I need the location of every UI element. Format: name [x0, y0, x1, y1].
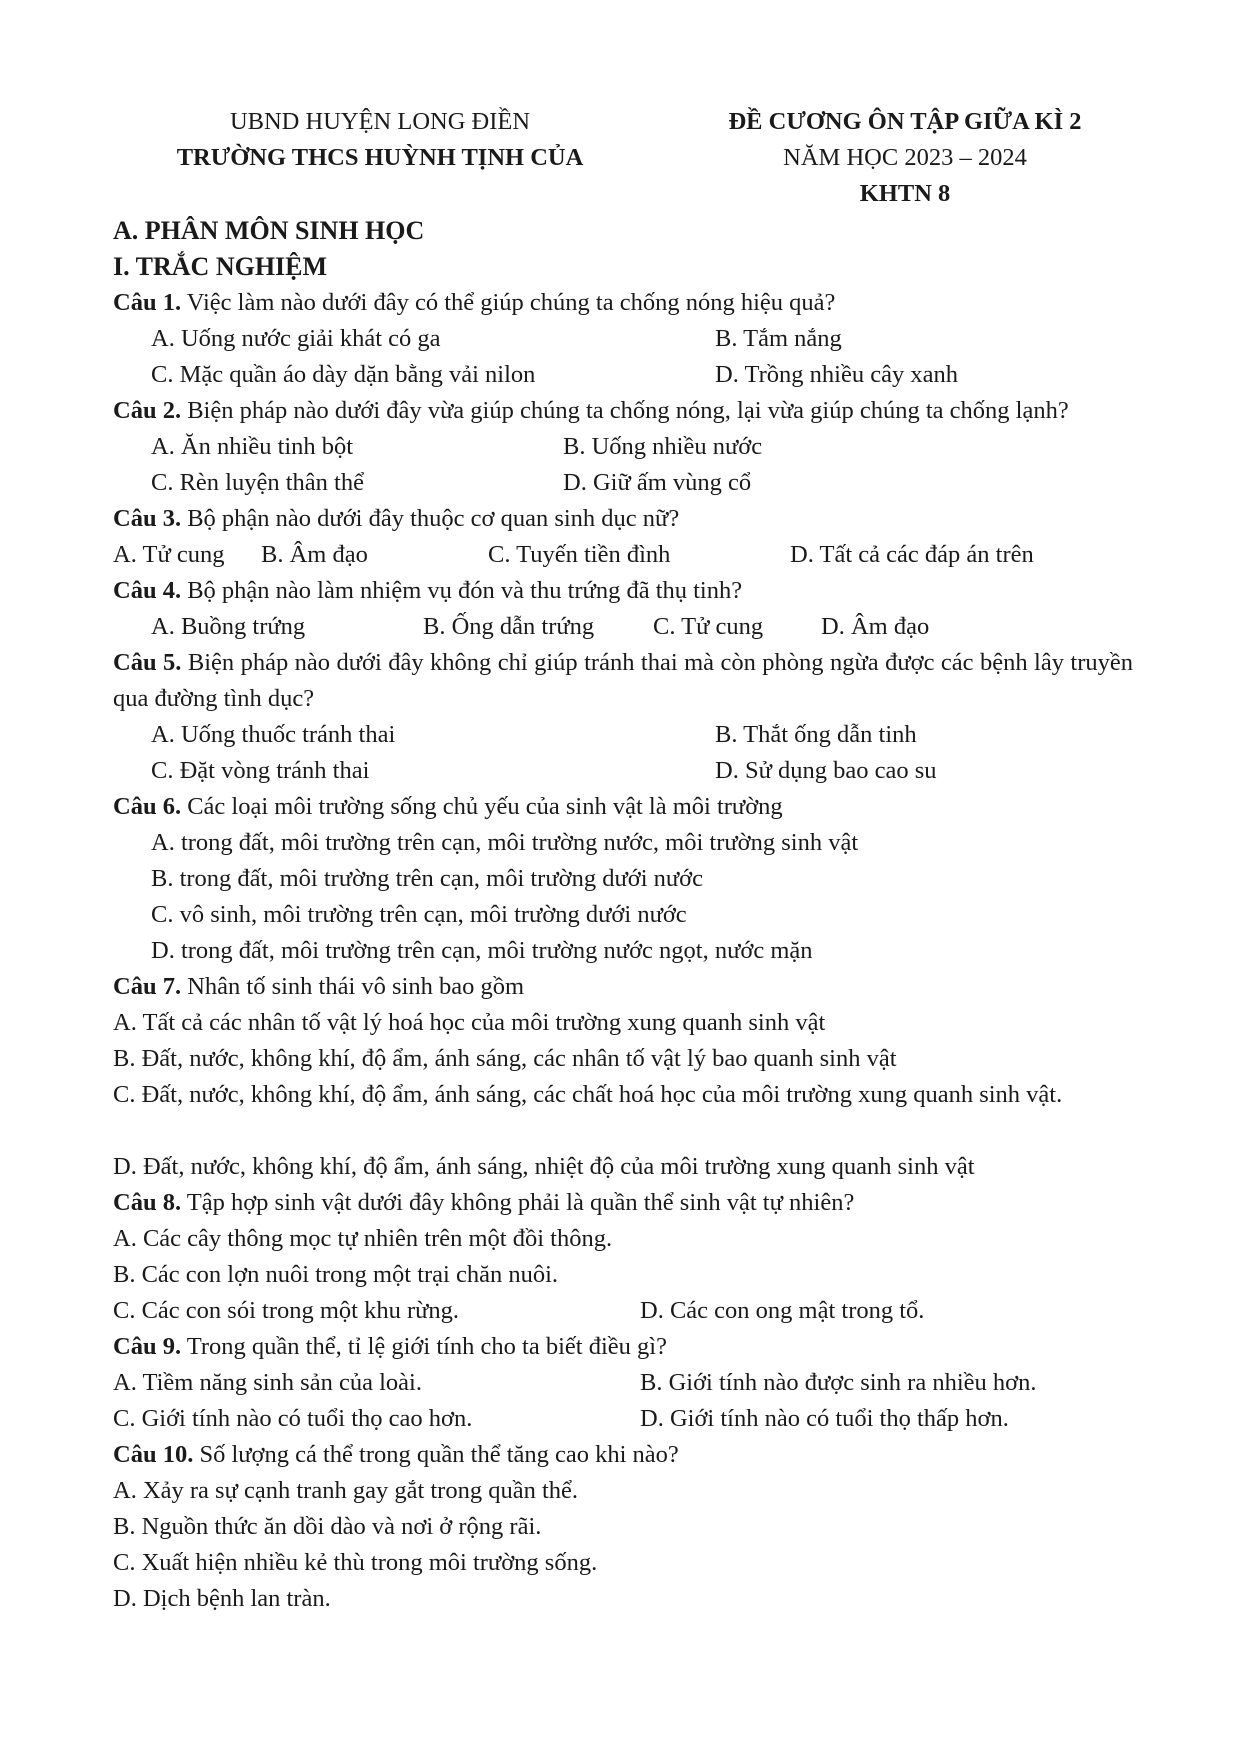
option: D. Tất cả các đáp án trên [790, 541, 1034, 568]
question-number: Câu 5. [113, 649, 182, 676]
option: B. Đất, nước, không khí, độ ẩm, ánh sáng, các nhân tố vật lý bao quanh sinh vật [113, 1045, 897, 1072]
question-text: Việc làm nào dưới đây có thể giúp chúng ta chống nóng hiệu quả? [181, 289, 836, 316]
option: C. Các con sói trong một khu rừng. [113, 1297, 460, 1324]
option: C. Đất, nước, không khí, độ ẩm, ánh sáng, các chất hoá học của môi trường xung quanh sinh vật. [113, 1081, 1063, 1108]
option: D. Các con ong mật trong tổ. [640, 1297, 925, 1324]
question-number: Câu 4. [113, 577, 182, 604]
question [113, 1437, 1133, 1473]
option: D. Giới tính nào có tuổi thọ thấp hơn. [640, 1405, 1009, 1432]
question-text: Trong quần thể, tỉ lệ giới tính cho ta biết điều gì? [181, 1333, 667, 1360]
question-number: Câu 3. [113, 505, 182, 532]
question-number: Câu 7. [113, 973, 182, 1000]
question [113, 1185, 1133, 1221]
question [113, 501, 1133, 537]
document-body [113, 213, 1133, 1617]
option: B. Ống dẫn trứng [423, 613, 595, 640]
option: D. Trồng nhiều cây xanh [715, 361, 958, 388]
question-number: Câu 2. [113, 397, 182, 424]
option: C. Tử cung [653, 613, 764, 640]
option: B. Uống nhiều nước [563, 433, 763, 460]
subsection-heading: I. TRẮC NGHIỆM [113, 252, 328, 281]
option: A. Uống nước giải khát có ga [151, 325, 441, 352]
option: C. vô sinh, môi trường trên cạn, môi trường dưới nước [151, 901, 687, 928]
question-text: Tập hợp sinh vật dưới đây không phải là quần thể sinh vật tự nhiên? [181, 1189, 855, 1216]
option: A. Các cây thông mọc tự nhiên trên một đồi thông. [113, 1225, 613, 1252]
school-year: NĂM HỌC 2023 – 2024 [783, 144, 1027, 171]
option: D. Dịch bệnh lan tràn. [113, 1585, 331, 1612]
option: C. Tuyến tiền đình [488, 541, 671, 568]
subject: KHTN 8 [859, 180, 951, 207]
option: A. Tử cung [113, 541, 225, 568]
option: A. Tất cả các nhân tố vật lý hoá học của môi trường xung quanh sinh vật [113, 1009, 826, 1036]
question-text: Các loại môi trường sống chủ yếu của sinh vật là môi trường [181, 793, 783, 820]
question-number: Câu 8. [113, 1189, 182, 1216]
district-name: UBND HUYỆN LONG ĐIỀN [229, 108, 531, 135]
question-text: Biện pháp nào dưới đây vừa giúp chúng ta chống nóng, lại vừa giúp chúng ta chống lạnh? [181, 397, 1069, 424]
option: A. Tiềm năng sinh sản của loài. [113, 1369, 422, 1396]
question [113, 393, 1133, 429]
option: A. Xảy ra sự cạnh tranh gay gắt trong quần thể. [113, 1477, 579, 1504]
question-text: Biện pháp nào dưới đây không chỉ giúp tránh thai mà còn phòng ngừa được các bệnh lây truyền qua đường tình dục? [113, 649, 1133, 712]
options-row [113, 357, 1133, 393]
option: B. Âm đạo [261, 541, 368, 568]
option: B. Các con lợn nuôi trong một trại chăn nuôi. [113, 1261, 559, 1288]
option: D. Đất, nước, không khí, độ ẩm, ánh sáng, nhiệt độ của môi trường xung quanh sinh vật [113, 1153, 975, 1180]
question-number: Câu 9. [113, 1333, 182, 1360]
question [113, 969, 1133, 1005]
options-row [113, 1365, 1133, 1401]
option: A. Buồng trứng [151, 613, 306, 640]
header-left [120, 104, 640, 176]
question-text: Bộ phận nào làm nhiệm vụ đón và thu trứng đã thụ tinh? [181, 577, 743, 604]
option: D. Sử dụng bao cao su [715, 757, 937, 784]
options-row [113, 609, 1133, 645]
option: C. Xuất hiện nhiều kẻ thù trong môi trường sống. [113, 1549, 598, 1576]
option: D. trong đất, môi trường trên cạn, môi trường nước ngọt, nước mặn [151, 937, 813, 964]
options-row [113, 1293, 1133, 1329]
question-text: Nhân tố sinh thái vô sinh bao gồm [181, 973, 525, 1000]
question-number: Câu 10. [113, 1441, 194, 1468]
header-right [655, 104, 1155, 212]
option: A. Uống thuốc tránh thai [151, 721, 396, 748]
options-row [113, 753, 1133, 789]
options-row [113, 1401, 1133, 1437]
question-text: Bộ phận nào dưới đây thuộc cơ quan sinh dục nữ? [181, 505, 680, 532]
question-text: Số lượng cá thể trong quần thể tăng cao khi nào? [193, 1441, 679, 1468]
question [113, 789, 1133, 825]
options-row [113, 537, 1133, 573]
question [113, 645, 1133, 717]
option: C. Rèn luyện thân thể [151, 469, 364, 496]
question [113, 573, 1133, 609]
option: B. Giới tính nào được sinh ra nhiều hơn. [640, 1369, 1037, 1396]
options-row [113, 321, 1133, 357]
options-row [113, 429, 1133, 465]
option: B. Thắt ống dẫn tinh [715, 721, 917, 748]
option: B. trong đất, môi trường trên cạn, môi trường dưới nước [151, 865, 703, 892]
option: A. trong đất, môi trường trên cạn, môi trường nước, môi trường sinh vật [151, 829, 859, 856]
option: D. Âm đạo [821, 613, 930, 640]
question [113, 285, 1133, 321]
question-number: Câu 1. [113, 289, 182, 316]
option: C. Giới tính nào có tuổi thọ cao hơn. [113, 1405, 473, 1432]
option: A. Ăn nhiều tinh bột [151, 433, 354, 460]
document-title: ĐỀ CƯƠNG ÔN TẬP GIỮA KÌ 2 [728, 108, 1082, 135]
options-row [113, 717, 1133, 753]
question-number: Câu 6. [113, 793, 182, 820]
options-row [113, 465, 1133, 501]
section-heading: A. PHÂN MÔN SINH HỌC [113, 216, 425, 245]
option: C. Đặt vòng tránh thai [151, 757, 370, 784]
school-name: TRƯỜNG THCS HUỲNH TỊNH CỦA [176, 144, 584, 171]
option: C. Mặc quần áo dày dặn bằng vải nilon [151, 361, 536, 388]
option: B. Tắm nắng [715, 325, 842, 352]
option: D. Giữ ấm vùng cổ [563, 469, 752, 496]
question [113, 1329, 1133, 1365]
option: B. Nguồn thức ăn dồi dào và nơi ở rộng rãi. [113, 1513, 542, 1540]
